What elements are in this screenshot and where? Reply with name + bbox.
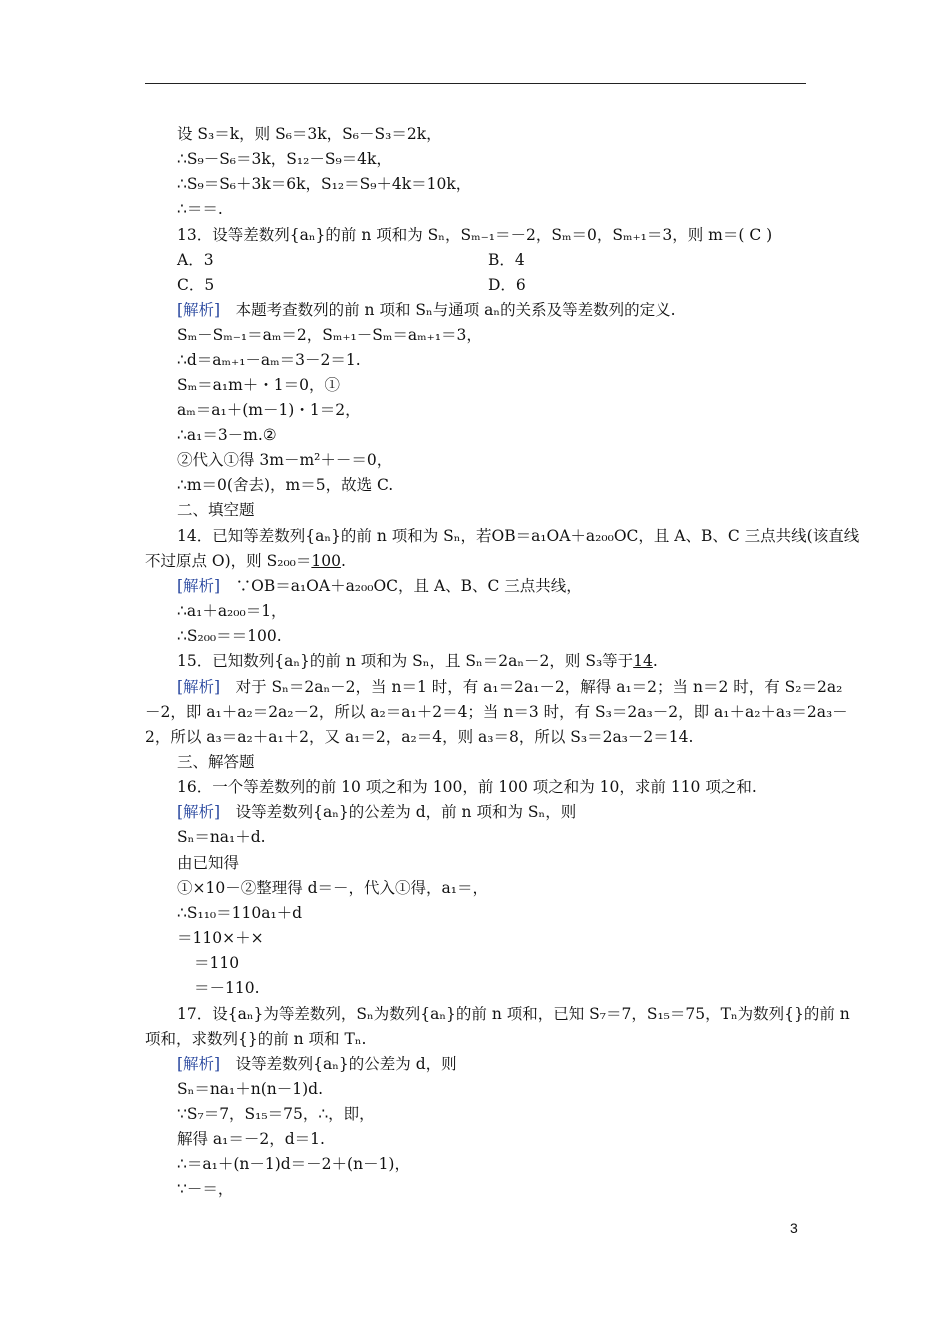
analysis-tag: [解析] <box>177 301 221 319</box>
line-text: 由已知得 <box>177 854 240 872</box>
line-text: 设等差数列{aₙ}的公差为 d，前 n 项和为 Sₙ，则 <box>220 803 577 821</box>
text-line <box>177 1179 233 1199</box>
line-text: 设等差数列{aₙ}的公差为 d，则 <box>220 1055 457 1073</box>
answer-blank: 14 <box>633 652 653 670</box>
line-text: C．5 <box>177 276 215 294</box>
line-text: 解得 a₁＝－2，d＝1. <box>177 1130 325 1148</box>
line-text: ∴＝＝. <box>177 200 223 218</box>
text-line <box>177 651 658 671</box>
line-text: ∴＝a₁＋(n－1)d＝－2＋(n－1)， <box>177 1155 410 1173</box>
line-text: 14．已知等差数列{aₙ}的前 n 项和为 Sₙ，若OB＝a₁OA＋a₂₀₀OC，且 A、B、C 三点共线(该直线 <box>177 527 860 545</box>
text-line <box>177 752 255 772</box>
text-line <box>177 325 482 345</box>
text-line <box>145 727 693 747</box>
line-text: 本题考查数列的前 n 项和 Sₙ与通项 aₙ的关系及等差数列的定义. <box>220 301 676 319</box>
text-line <box>177 777 757 797</box>
line-text: ∵S₇＝7，S₁₅＝75，∴，即， <box>177 1105 375 1123</box>
line-end: . <box>340 552 346 570</box>
line-text: A．3 <box>177 251 214 269</box>
text-line <box>177 601 287 621</box>
text-line <box>177 1079 323 1099</box>
text-line <box>177 526 859 546</box>
line-text: 二、填空题 <box>177 501 255 519</box>
line-text: ∴a₁＝3－m.② <box>177 426 277 444</box>
text-line <box>177 275 214 295</box>
line-text: 三、解答题 <box>177 753 255 771</box>
choice-option-d <box>488 275 526 295</box>
text-line <box>177 576 582 596</box>
line-text: 15．已知数列{aₙ}的前 n 项和为 Sₙ，且 Sₙ＝2aₙ－2，则 S₃等于 <box>177 652 634 670</box>
line-text: ∴m＝0(舍去)，m＝5，故选 C. <box>177 476 394 494</box>
text-line <box>177 853 239 873</box>
answer-blank: 100 <box>311 552 341 570</box>
line-text: 设 S₃＝k，则 S₆＝3k，S₆－S₃＝2k， <box>177 125 442 143</box>
text-line <box>145 702 848 722</box>
text-line <box>145 1029 366 1049</box>
text-line <box>177 878 488 898</box>
text-line <box>177 400 361 420</box>
text-line <box>177 928 264 948</box>
text-line <box>177 250 214 270</box>
line-text: 2，所以 a₃＝a₂＋a₁＋2，又 a₁＝2，a₂＝4，则 a₃＝8，所以 S₃＝2a₃－2＝14. <box>145 728 694 746</box>
text-line <box>177 375 340 395</box>
text-line <box>177 626 282 646</box>
text-line <box>177 425 277 445</box>
line-text: B．4 <box>488 251 525 269</box>
line-text: ②代入①得 3m－m²＋－＝0， <box>177 451 393 469</box>
line-end: . <box>652 652 658 670</box>
header-rule <box>145 83 806 84</box>
line-text: ＝110 <box>194 954 240 972</box>
page-number: 3 <box>790 1220 798 1236</box>
text-line <box>177 225 772 245</box>
text-line <box>177 199 223 219</box>
text-line <box>177 124 442 144</box>
analysis-tag: [解析] <box>177 1055 221 1073</box>
line-text: ∴a₁＋a₂₀₀＝1， <box>177 602 287 620</box>
text-line <box>177 1154 410 1174</box>
line-text: ∴S₂₀₀＝＝100. <box>177 627 282 645</box>
line-text: 项和，求数列{}的前 n 项和 Tₙ. <box>145 1030 367 1048</box>
text-line <box>194 978 260 998</box>
text-line <box>177 1129 325 1149</box>
line-text: Sₙ＝na₁＋d. <box>177 828 266 846</box>
text-line <box>177 174 471 194</box>
line-text: ∵－＝， <box>177 1180 234 1198</box>
text-line <box>177 300 676 320</box>
text-line <box>194 953 239 973</box>
analysis-tag: [解析] <box>177 803 221 821</box>
text-line <box>177 1054 457 1074</box>
text-line <box>177 350 361 370</box>
text-line <box>177 149 392 169</box>
line-text: ∴S₉－S₆＝3k，S₁₂－S₉＝4k， <box>177 150 392 168</box>
text-line <box>177 1004 850 1024</box>
line-text: Sₘ－Sₘ₋₁＝aₘ＝2，Sₘ₊₁－Sₘ＝aₘ₊₁＝3， <box>177 326 482 344</box>
line-text: ∴S₁₁₀＝110a₁＋d <box>177 904 303 922</box>
line-text: ∴d＝aₘ₊₁－aₘ＝3－2＝1. <box>177 351 361 369</box>
line-text: Sₙ＝na₁＋n(n－1)d. <box>177 1080 324 1098</box>
text-line <box>145 551 346 571</box>
analysis-tag: [解析] <box>177 577 221 595</box>
text-line <box>177 500 255 520</box>
line-text: 对于 Sₙ＝2aₙ－2，当 n＝1 时，有 a₁＝2a₁－2，解得 a₁＝2；当 n＝2 时，有 S₂＝2a₂ <box>220 678 843 696</box>
line-text: ＝－110. <box>194 979 260 997</box>
text-line <box>177 802 576 822</box>
line-text: ∴S₉＝S₆＋3k＝6k，S₁₂＝S₉＋4k＝10k， <box>177 175 472 193</box>
analysis-tag: [解析] <box>177 678 221 696</box>
line-text: ＝110×＋× <box>177 929 264 947</box>
choice-option-b <box>488 250 525 270</box>
line-text: 17．设{aₙ}为等差数列，Sₙ为数列{aₙ}的前 n 项和，已知 S₇＝7，S₁₅＝75，Tₙ为数列{}的前 n <box>177 1005 850 1023</box>
text-line <box>177 903 302 923</box>
text-line <box>177 475 393 495</box>
line-text: ∵OB＝a₁OA＋a₂₀₀OC，且 A、B、C 三点共线， <box>220 577 582 595</box>
text-line <box>177 1104 375 1124</box>
line-text: －2，即 a₁＋a₂＝2a₂－2，所以 a₂＝a₁＋2＝4；当 n＝3 时，有 S₃＝2a₃－2，即 a₁＋a₂＋a₃＝2a₃－ <box>145 703 848 721</box>
line-text: ①×10－②整理得 d＝－，代入①得，a₁＝， <box>177 879 489 897</box>
text-line <box>177 827 266 847</box>
line-text: 不过原点 O)，则 S₂₀₀＝ <box>145 552 312 570</box>
line-text: 16．一个等差数列的前 10 项之和为 100，前 100 项之和为 10，求前 110 项之和. <box>177 778 757 796</box>
line-text: aₘ＝a₁＋(m－1)・1＝2， <box>177 401 361 419</box>
line-text: D．6 <box>488 276 526 294</box>
line-text: Sₘ＝a₁m＋・1＝0，① <box>177 376 341 394</box>
text-line <box>177 677 842 697</box>
text-line <box>177 450 392 470</box>
line-text: 13．设等差数列{aₙ}的前 n 项和为 Sₙ，Sₘ₋₁＝－2，Sₘ＝0，Sₘ₊₁＝3，则 m＝( C ) <box>177 226 773 244</box>
